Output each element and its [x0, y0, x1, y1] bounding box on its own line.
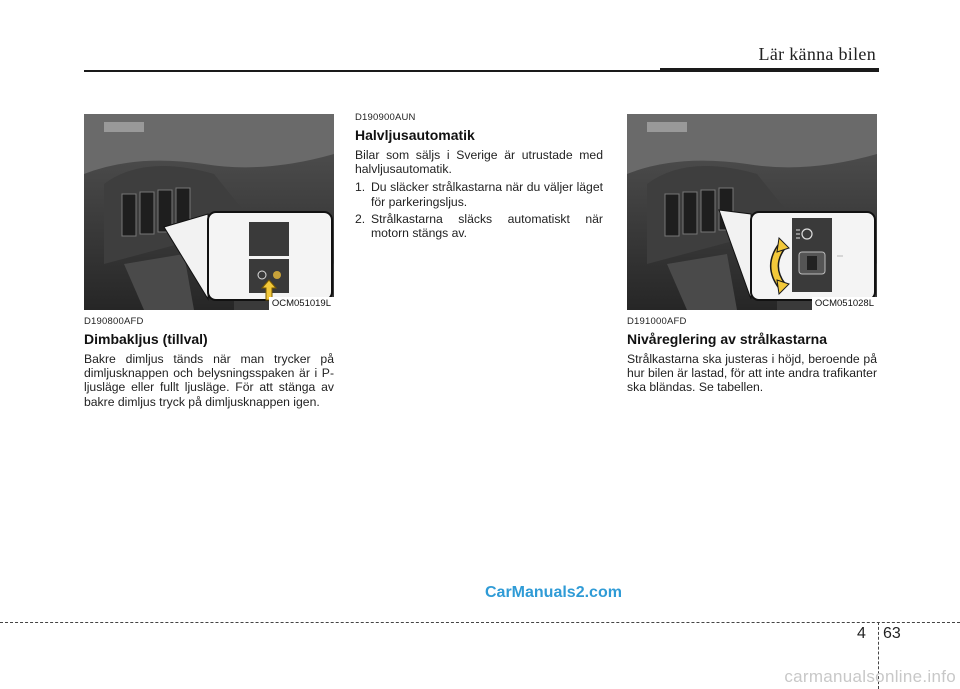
- fog-light-illustration: [84, 114, 334, 310]
- list-item-text: Strålkastarna släcks automatiskt när motorn stängs av.: [371, 211, 603, 241]
- headlight-leveling-illustration: [627, 114, 877, 310]
- chapter-number: 4: [857, 625, 866, 642]
- header-rule-accent: [660, 68, 879, 72]
- headlight-leveling-section: [627, 316, 877, 395]
- watermark-link[interactable]: CarManuals2.com: [485, 584, 622, 601]
- list-item: [355, 180, 603, 208]
- section-heading: Dimbakljus (tillval): [84, 331, 208, 347]
- list-item-number: 2.: [355, 211, 366, 226]
- page-number: 63: [883, 625, 901, 642]
- section-code: D190800AFD: [84, 316, 144, 327]
- list-item-text: Du släcker strålkastarna när du väljer läget för parkeringsljus.: [371, 180, 603, 209]
- section-body: Strålkastarna ska justeras i höjd, beroende på hur bilen är lastad, för att inte andra trafikanter ska bländas. Se tabellen.: [627, 352, 877, 395]
- list-item: [355, 212, 603, 240]
- fog-light-photo: [84, 114, 334, 310]
- footer-site-link[interactable]: carmanualsonline.info: [784, 667, 956, 686]
- section-heading: Nivåreglering av strålkastarna: [627, 331, 827, 347]
- section-code: D190900AUN: [355, 112, 416, 123]
- photo-code-right: OCM051028L: [812, 297, 877, 310]
- headlight-leveling-photo: [627, 114, 877, 310]
- footer-rule: [0, 622, 960, 623]
- section-intro: Bilar som säljs i Sverige är utrustade med halvljusautomatik.: [355, 148, 603, 177]
- rear-fog-section: [84, 316, 334, 409]
- list-item-number: 1.: [355, 180, 366, 195]
- section-list: [355, 180, 603, 240]
- photo-code-left: OCM051019L: [269, 297, 334, 310]
- section-heading: Halvljusautomatik: [355, 127, 475, 143]
- section-body: Bakre dimljus tänds när man trycker på dimljusknappen och belysningsspaken är i P-ljusläge eller fullt ljusläge. För att stänga av bakre dimljus tryck på dimljusknappen igen.: [84, 352, 334, 409]
- section-code: D191000AFD: [627, 316, 687, 327]
- auto-low-beam-section: [355, 112, 603, 243]
- page-header-title: Lär känna bilen: [758, 44, 876, 64]
